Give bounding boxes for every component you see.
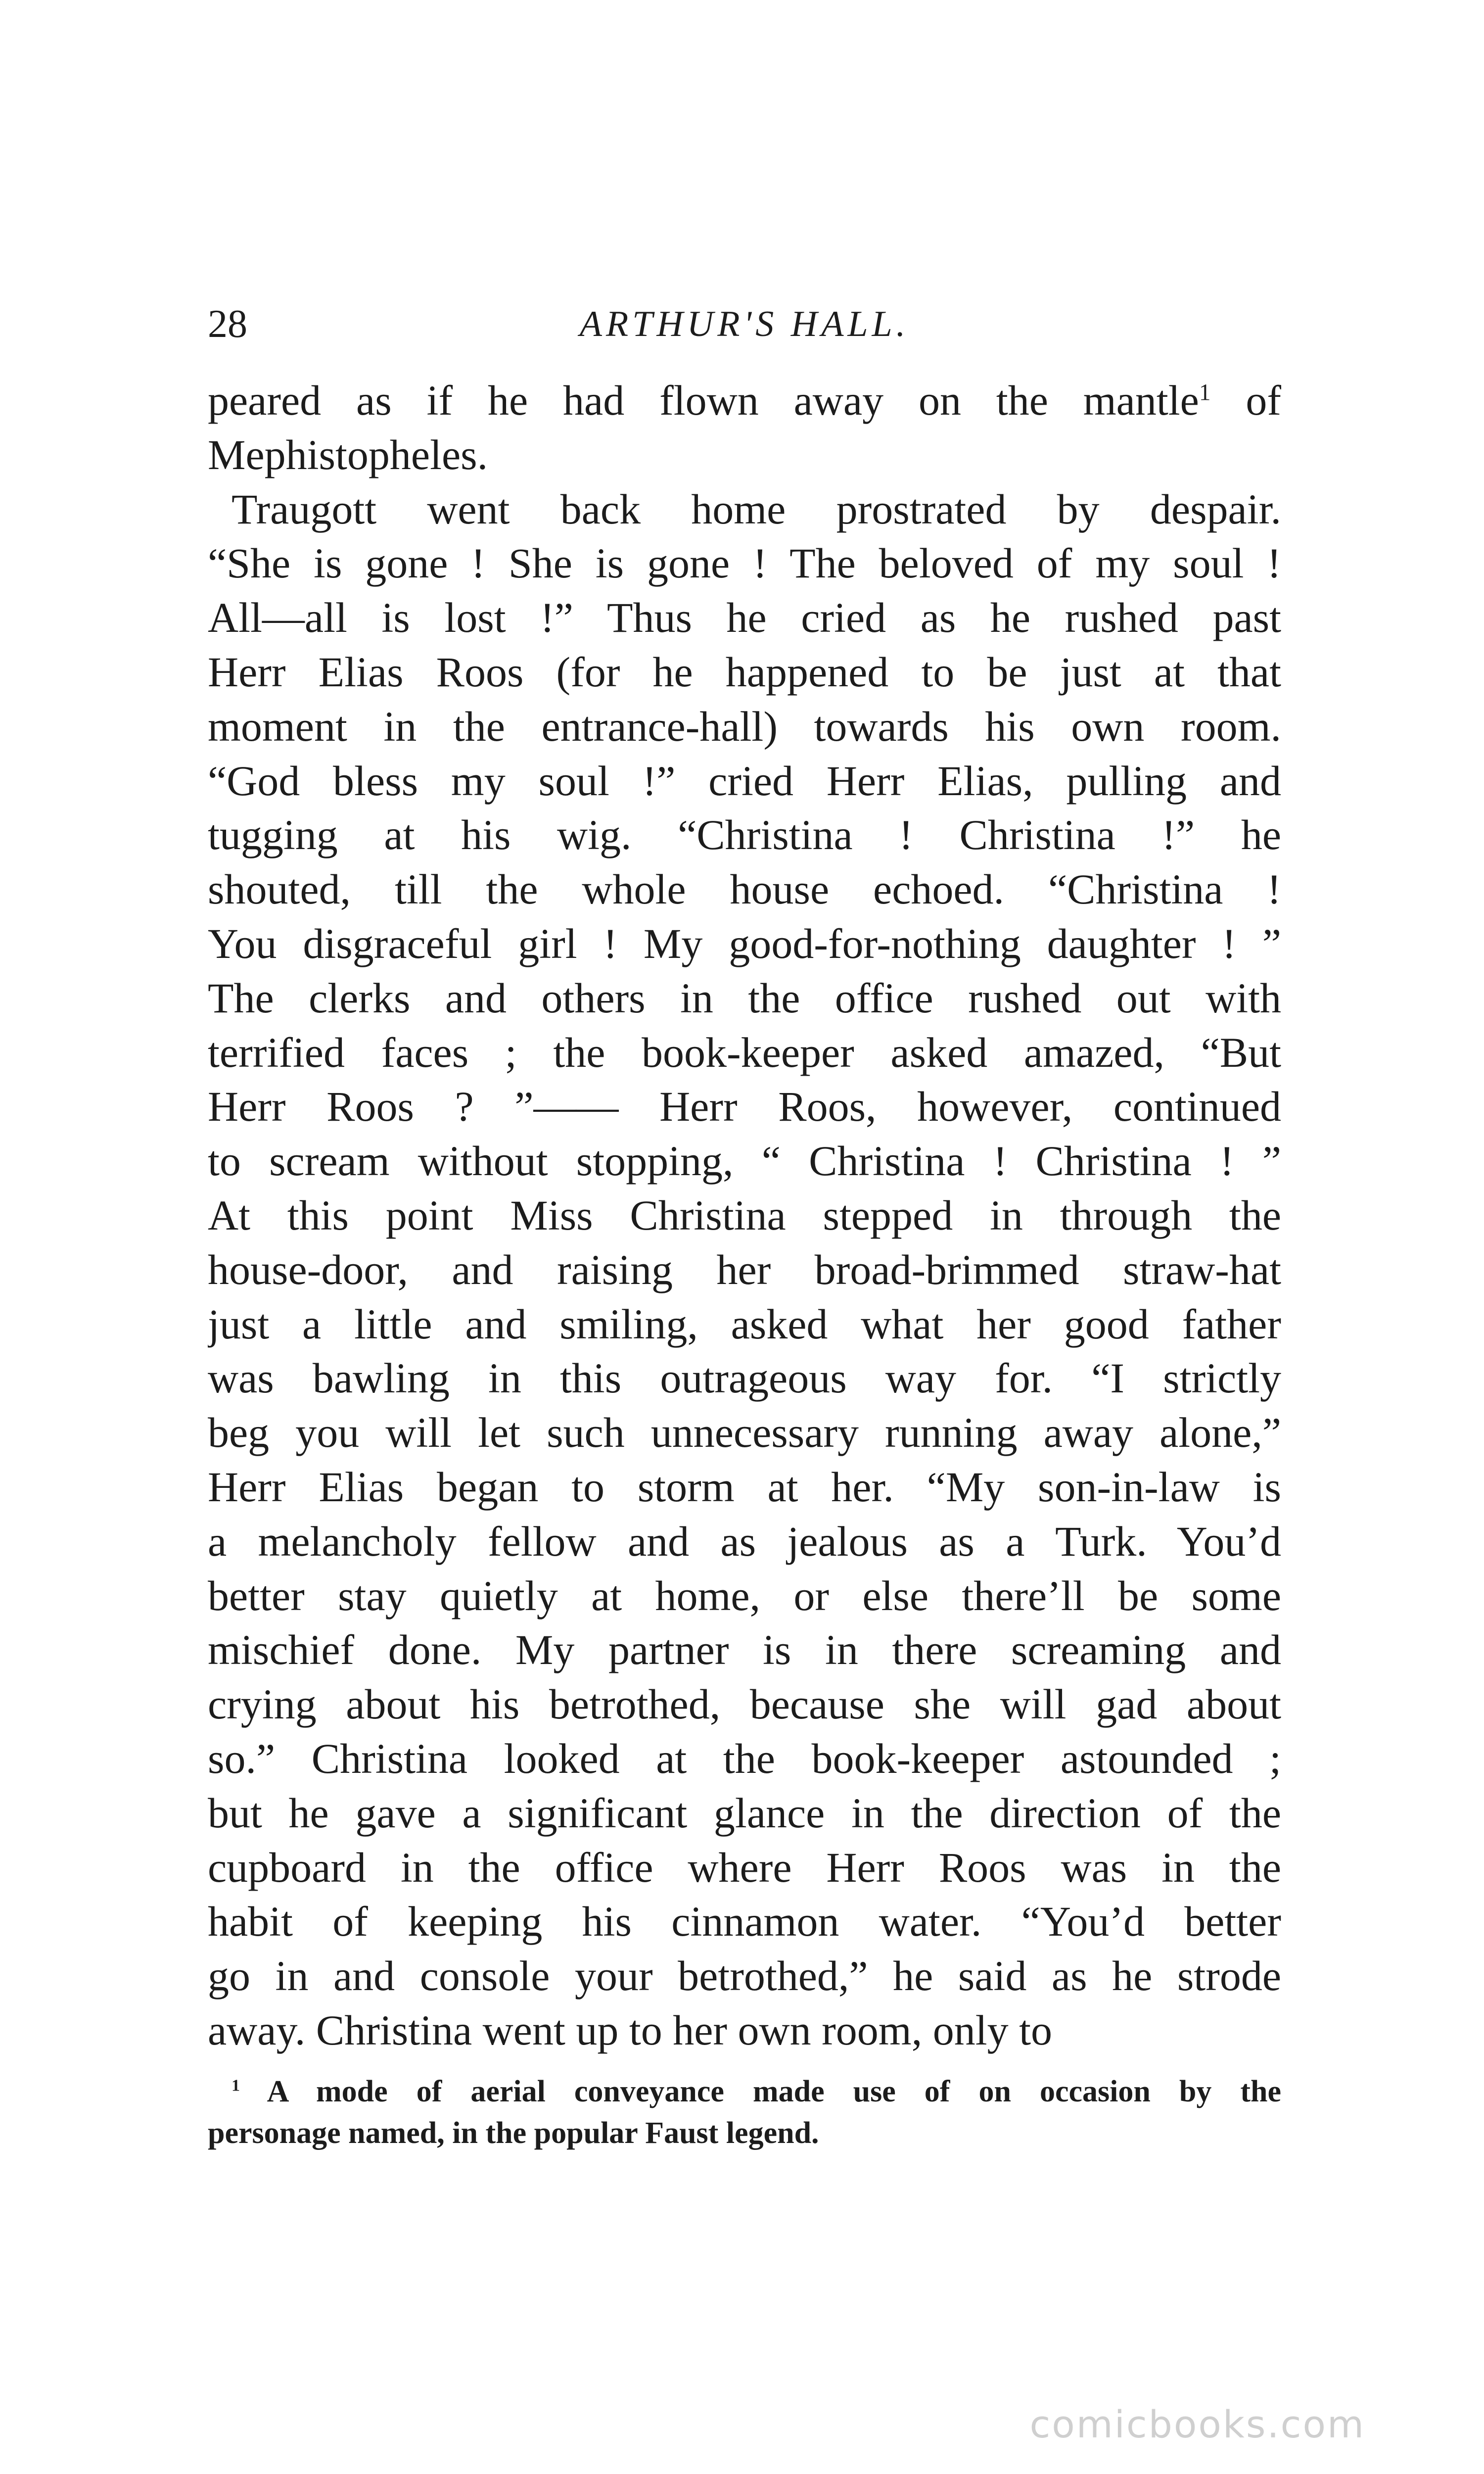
text-line: cupboard in the office where Herr Roos was in the	[208, 1843, 1281, 1891]
text-line: a melancholy fellow and as jealous as a Turk. You’d	[208, 1517, 1281, 1565]
text-line: was bawling in this outrageous way for. “I strictly	[208, 1354, 1281, 1402]
footnote	[208, 2071, 1281, 2154]
text-line: Traugott went back home prostrated by despair.	[232, 485, 1281, 533]
text-line: tugging at his wig. “Christina ! Christina !” he	[208, 811, 1281, 859]
text-line: away. Christina went up to her own room, only to	[208, 2006, 1052, 2054]
text-line: Herr Elias began to storm at her. “My son-in-law is	[208, 1463, 1281, 1511]
text-line: Mephistopheles.	[208, 430, 488, 478]
page-header	[208, 297, 1281, 351]
text-line: mischief done. My partner is in there screaming and	[208, 1626, 1281, 1674]
text-line: just a little and smiling, asked what her good father	[208, 1300, 1281, 1348]
text-line: to scream without stopping, “ Christina ! Christina ! ”	[208, 1137, 1281, 1185]
text-line: peared as if he had flown away on the mantle$^1$ of	[208, 377, 1281, 424]
text-line: “She is gone ! She is gone ! The beloved of my soul !	[208, 539, 1281, 587]
body-text	[208, 374, 1281, 2058]
text-line: go in and console your betrothed,” he said as he strode	[208, 1952, 1281, 2000]
text-line: All—all is lost !” Thus he cried as he rushed past	[208, 594, 1281, 642]
text-line: but he gave a significant glance in the direction of the	[208, 1789, 1281, 1837]
text-line: better stay quietly at home, or else there’ll be some	[208, 1571, 1281, 1619]
text-line: You disgraceful girl ! My good-for-nothing daughter ! ”	[208, 919, 1281, 967]
page-number: 28	[208, 302, 247, 346]
text-line: The clerks and others in the office rushed out with	[208, 974, 1281, 1022]
footnote-line: $^1$ A mode of aerial conveyance made use of on occasion by the	[232, 2075, 1281, 2108]
text-line: shouted, till the whole house echoed. “Christina !	[208, 865, 1281, 913]
text-line: beg you will let such unnecessary running away alone,”	[208, 1409, 1281, 1457]
footnote-number: 1	[232, 2076, 240, 2095]
text-line: At this point Miss Christina stepped in through the	[208, 1191, 1281, 1239]
text-line: moment in the entrance-hall) towards his own room.	[208, 702, 1281, 750]
text-line: terrified faces ; the book-keeper asked amazed, “But	[208, 1028, 1281, 1076]
text-line: “God bless my soul !” cried Herr Elias, pulling and	[208, 757, 1281, 805]
text-line: house-door, and raising her broad-brimmed straw-hat	[208, 1245, 1281, 1293]
text-line: Herr Elias Roos (for he happened to be just at that	[208, 648, 1281, 696]
running-head: ARTHUR'S HALL.	[579, 304, 910, 344]
footnote-line: personage named, in the popular Faust legend.	[208, 2116, 819, 2150]
text-line: habit of keeping his cinnamon water. “You’d better	[208, 1898, 1281, 1946]
text-line: Herr Roos ? ”—— Herr Roos, however, continued	[208, 1083, 1281, 1131]
watermark: comicbooks.com	[1029, 2402, 1365, 2446]
text-line: crying about his betrothed, because she will gad about	[208, 1680, 1281, 1728]
footnote-marker: 1	[1199, 380, 1211, 406]
text-line: so.” Christina looked at the book-keeper astounded ;	[208, 1734, 1281, 1782]
